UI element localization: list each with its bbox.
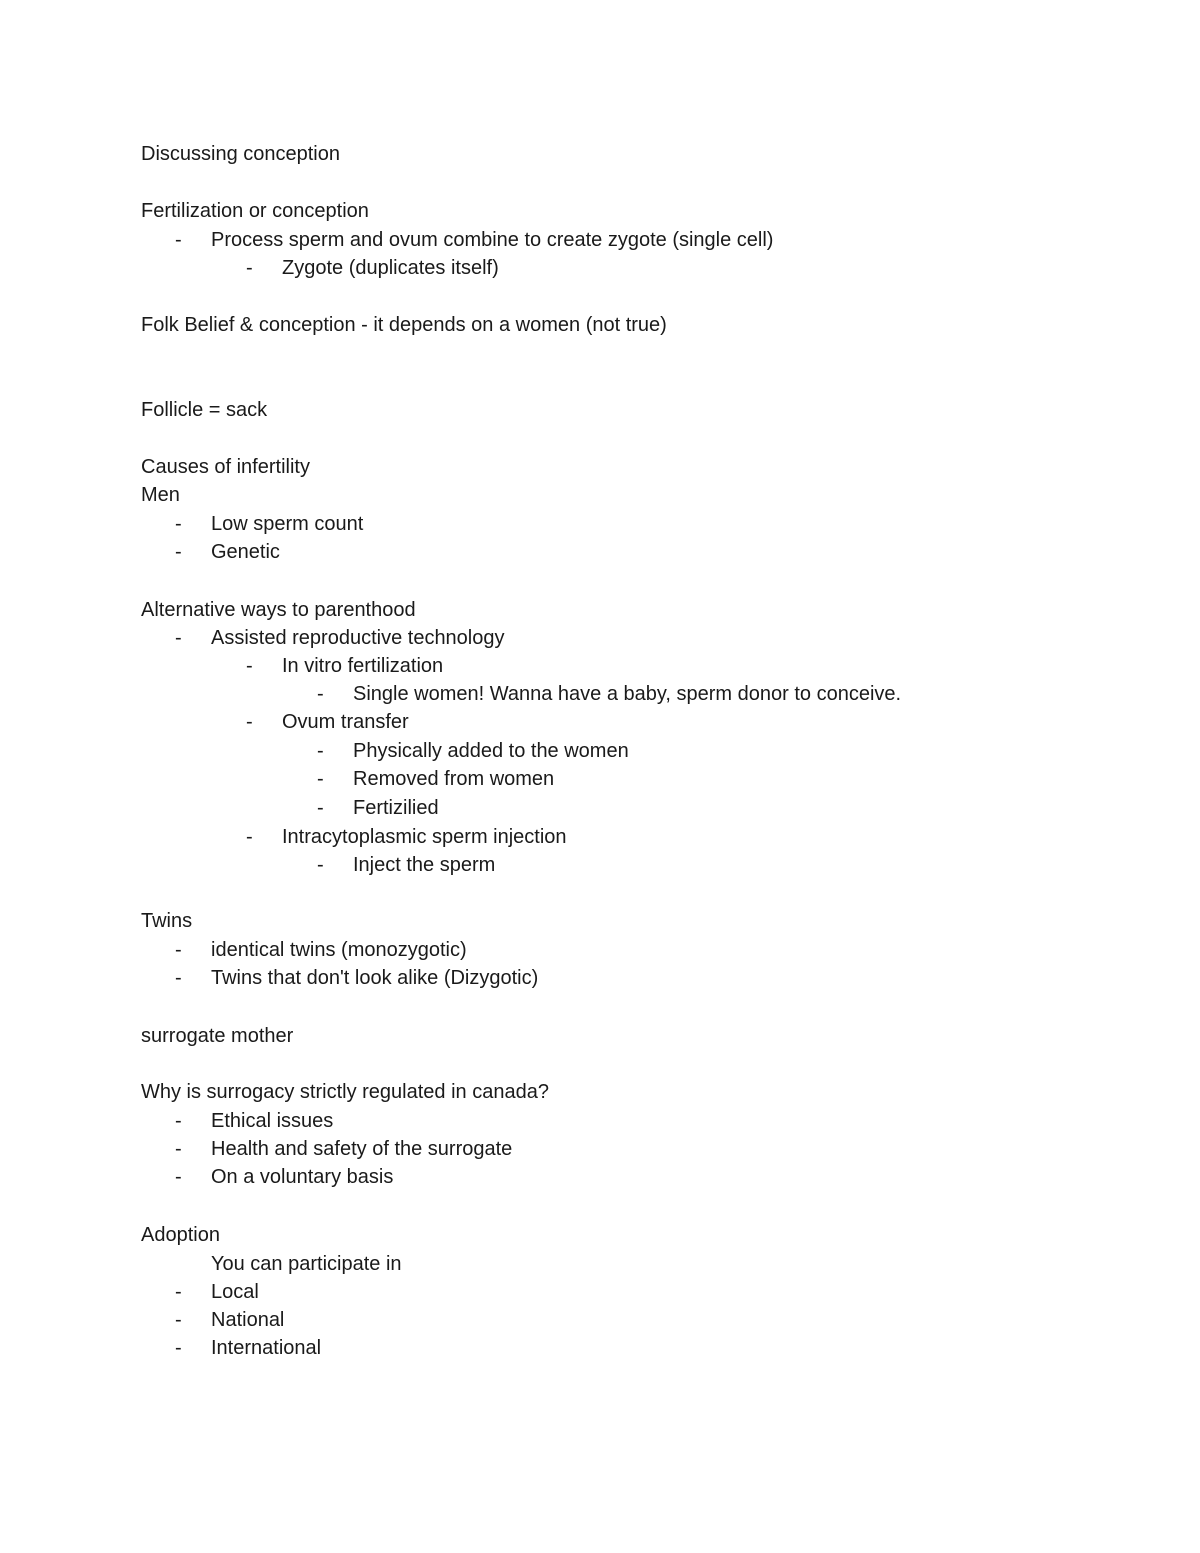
- bullet-dash: -: [175, 1110, 182, 1132]
- list-item: Assisted reproductive technology: [211, 627, 505, 649]
- bullet-dash: -: [246, 655, 253, 677]
- bullet-dash: -: [317, 740, 324, 762]
- list-item: Health and safety of the surrogate: [211, 1138, 513, 1160]
- bullet-dash: -: [175, 1281, 182, 1303]
- follicle-line: Follicle = sack: [141, 399, 268, 421]
- list-item: Genetic: [211, 541, 280, 563]
- heading-discussing-conception: Discussing conception: [141, 143, 340, 165]
- subheading-men: Men: [141, 484, 180, 506]
- heading-alternative-ways: Alternative ways to parenthood: [141, 599, 416, 621]
- heading-twins: Twins: [141, 910, 193, 932]
- bullet-dash: -: [317, 683, 324, 705]
- list-item: Process sperm and ovum combine to create zygote (single cell): [211, 229, 774, 251]
- adoption-intro: You can participate in: [211, 1253, 402, 1275]
- list-item: Ethical issues: [211, 1110, 334, 1132]
- bullet-dash: -: [246, 257, 253, 279]
- bullet-dash: -: [175, 1309, 182, 1331]
- list-item: Twins that don't look alike (Dizygotic): [211, 967, 539, 989]
- bullet-dash: -: [175, 939, 182, 961]
- list-item: Local: [211, 1281, 259, 1303]
- list-item: Low sperm count: [211, 513, 364, 535]
- list-item: Single women! Wanna have a baby, sperm donor to conceive.: [353, 683, 902, 705]
- surrogate-mother-line: surrogate mother: [141, 1025, 294, 1047]
- bullet-dash: -: [175, 627, 182, 649]
- list-item: identical twins (monozygotic): [211, 939, 467, 961]
- bullet-dash: -: [317, 768, 324, 790]
- bullet-dash: -: [175, 229, 182, 251]
- bullet-dash: -: [175, 967, 182, 989]
- bullet-dash: -: [175, 1166, 182, 1188]
- list-item: Fertizilied: [353, 797, 439, 819]
- bullet-dash: -: [175, 1337, 182, 1359]
- list-item: In vitro fertilization: [282, 655, 444, 677]
- heading-adoption: Adoption: [141, 1224, 220, 1246]
- bullet-dash: -: [246, 711, 253, 733]
- list-item: Physically added to the women: [353, 740, 629, 762]
- heading-surrogacy-regulation: Why is surrogacy strictly regulated in canada?: [141, 1081, 549, 1103]
- list-item: Intracytoplasmic sperm injection: [282, 826, 567, 848]
- list-item: International: [211, 1337, 322, 1359]
- bullet-dash: -: [175, 513, 182, 535]
- list-item: Ovum transfer: [282, 711, 409, 733]
- list-item: National: [211, 1309, 285, 1331]
- list-item: Zygote (duplicates itself): [282, 257, 499, 279]
- heading-fertilization: Fertilization or conception: [141, 200, 369, 222]
- heading-causes-of-infertility: Causes of infertility: [141, 456, 310, 478]
- bullet-dash: -: [317, 797, 324, 819]
- list-item: On a voluntary basis: [211, 1166, 394, 1188]
- bullet-dash: -: [317, 854, 324, 876]
- bullet-dash: -: [175, 1138, 182, 1160]
- bullet-dash: -: [246, 826, 253, 848]
- folk-belief-line: Folk Belief & conception - it depends on a women (not true): [141, 314, 667, 336]
- bullet-dash: -: [175, 541, 182, 563]
- list-item: Removed from women: [353, 768, 555, 790]
- list-item: Inject the sperm: [353, 854, 496, 876]
